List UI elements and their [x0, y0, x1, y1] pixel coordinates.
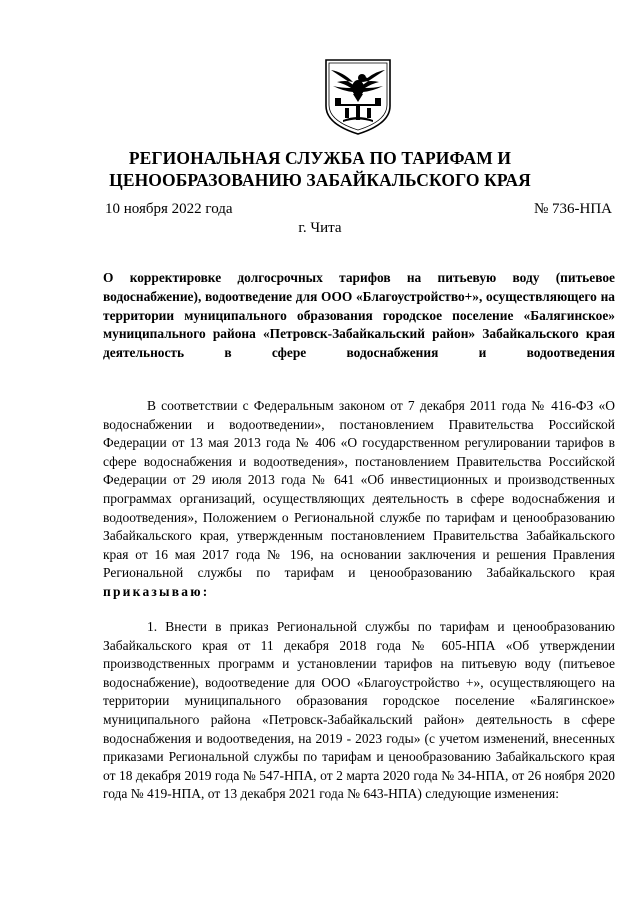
document-title: О корректировке долгосрочных тарифов на питьевую воду (питьевое водоснабжение), водоотведение для ООО «Благоустройство+», осуществляющего на территории муниципального образования городское поселение «Балягинское» муниципального района «Петровск-Забайкальский район» Забайкальского края деятельность в сфере водоснабжения и водоотведения [103, 270, 615, 361]
preamble-paragraph [103, 397, 615, 602]
coat-of-arms-eagle-icon [323, 58, 393, 136]
document-date: 10 ноября 2022 года [105, 201, 233, 217]
item-1-paragraph [103, 618, 615, 804]
item-1-text: 1. Внести в приказ Региональной службы по тарифам и ценообразованию Забайкальского края от 11 декабря 2018 года № 605-НПА «Об утверждении производственных программ и установлении тарифов на питьевую воду (питьевое водоснабжение), водоотведение для ООО «Благоустройство +», осуществляющего на территории муниципального образования городское поселение «Балягинское» муниципального района «Петровск-Забайкальский район» деятельность в сфере водоснабжения и водоотведения, на 2019 - 2023 годы» (с учетом изменений, внесенных приказами Региональной службы по тарифам и ценообразованию Забайкальского края от 18 декабря 2019 года № 547-НПА, от 2 марта 2020 года № 34-НПА, от 26 ноября 2020 года № 419-НПА, от 13 декабря 2021 года № 643-НПА) следующие изменения: [103, 619, 615, 802]
agency-name-line2: ЦЕНООБРАЗОВАНИЮ ЗАБАЙКАЛЬСКОГО КРАЯ [109, 170, 531, 190]
order-word: приказываю: [103, 583, 210, 599]
document-city: г. Чита [298, 220, 342, 236]
agency-name-line1: РЕГИОНАЛЬНАЯ СЛУЖБА ПО ТАРИФАМ И [128, 148, 512, 168]
preamble-text: В соответствии с Федеральным законом от 7 декабря 2011 года № 416-ФЗ «О водоснабжении и водоотведении», постановлением Правительства Российской Федерации от 13 мая 2013 года № 406 «О государственном регулировании тарифов в сфере водоснабжения и водоотведения», постановлением Правительства Российской Федерации от 29 июля 2013 года № 641 «Об инвестиционных и производственных программах организаций, осуществляющих деятельность в сфере водоснабжения и водоотведения», Положением о Региональной службе по тарифам и ценообразованию Забайкальского края, утвержденным постановлением Правительства Забайкальского края от 16 мая 2017 года № 196, на основании заключения и решения Правления Региональной службы по тарифам и ценообразованию Забайкальского края [103, 398, 615, 581]
document-number: № 736-НПА [533, 201, 612, 217]
